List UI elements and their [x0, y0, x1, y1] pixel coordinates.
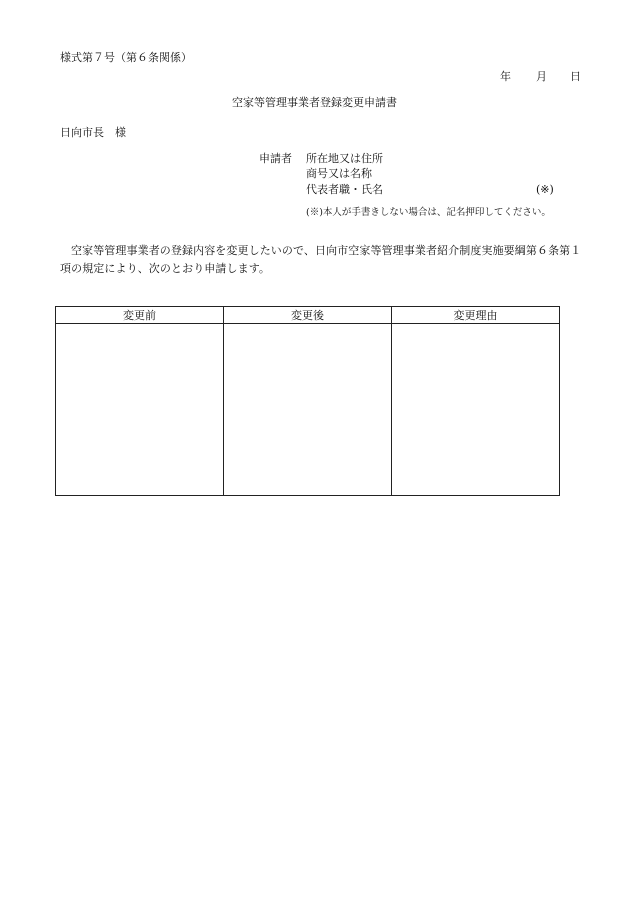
cell-after-change[interactable] [224, 324, 392, 496]
document-title: 空家等管理事業者登録変更申請書 [232, 96, 397, 109]
addressee: 日向市長 様 [60, 126, 126, 139]
header-before-change: 変更前 [56, 307, 224, 324]
cell-before-change[interactable] [56, 324, 224, 496]
signature-mark: (※) [536, 183, 554, 196]
applicant-trade-name-label: 商号又は名称 [306, 167, 372, 180]
applicant-address-label: 所在地又は住所 [306, 152, 383, 165]
body-text: 空家等管理事業者の登録内容を変更したいので、日向市空家等管理事業者紹介制度実施要綱第６条第１項の規定により、次のとおり申請します。 [60, 244, 582, 275]
seal-note: (※)本人が手書きしない場合は、記名押印してください。 [306, 207, 551, 218]
change-table [55, 306, 560, 496]
cell-change-reason[interactable] [392, 324, 560, 496]
header-after-change: 変更後 [224, 307, 392, 324]
date-day-label: 日 [570, 70, 581, 83]
change-table-header-row [56, 307, 560, 324]
applicant-label: 申請者 [259, 152, 292, 165]
date-month-label: 月 [536, 70, 547, 83]
form-number: 様式第７号（第６条関係） [60, 51, 192, 64]
date-year-label: 年 [500, 70, 511, 83]
applicant-representative-label: 代表者職・氏名 [306, 183, 383, 196]
header-change-reason: 変更理由 [392, 307, 560, 324]
table-row [56, 324, 560, 496]
